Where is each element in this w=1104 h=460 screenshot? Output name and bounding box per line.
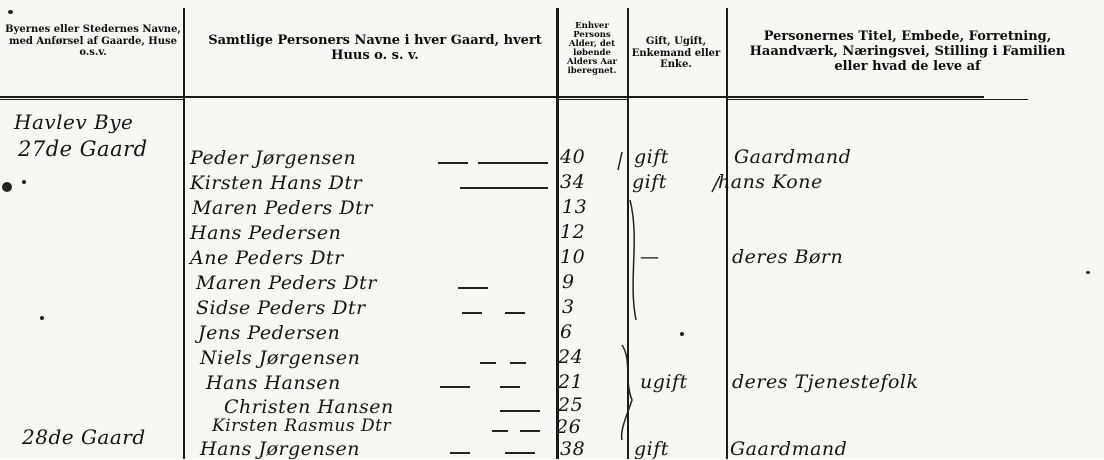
person-name: Hans Pedersen [190, 222, 342, 244]
filler-dash [438, 162, 468, 164]
person-age: 3 [562, 296, 575, 318]
filler-dash [520, 430, 540, 432]
ink-speck [1086, 271, 1090, 274]
ink-speck [8, 10, 13, 14]
marital-status: ugift [640, 371, 688, 393]
ink-speck [680, 332, 684, 336]
person-age: 40 [560, 146, 586, 168]
ink-speck [40, 316, 44, 320]
occupation: Gaardmand [730, 438, 848, 460]
person-name: Hans Jørgensen [200, 438, 360, 460]
filler-dash [510, 362, 526, 364]
person-name: Sidse Peders Dtr [196, 297, 366, 319]
column-rule [726, 8, 728, 459]
marital-status: gift [634, 438, 669, 460]
header-age-column: Enhver Persons Alder, det løbende Alders Aar iberegnet. [567, 21, 617, 76]
person-name: Maren Peders Dtr [192, 197, 373, 219]
person-age: 38 [560, 438, 586, 460]
occupation: Gaardmand [734, 146, 852, 168]
person-name: Ane Peders Dtr [190, 247, 344, 269]
filler-dash [500, 386, 520, 388]
header-bottom-rule [0, 96, 984, 98]
header-marital-column: Gift, Ugift, Enkemand eller Enke. [631, 36, 721, 70]
ink-speck [2, 182, 12, 192]
occupation: hans Kone [718, 171, 823, 193]
occupation: deres Tjenestefolk [732, 371, 919, 393]
person-age: 21 [558, 371, 584, 393]
person-name: Kirsten Rasmus Dtr [212, 416, 392, 436]
marital-status: — [640, 246, 660, 268]
filler-dash [440, 386, 470, 388]
ink-speck [22, 180, 26, 184]
header-place-column: Byernes eller Stedernes Navne, med Anførsel af Gaarde, Huse o.s.v. [5, 24, 181, 58]
filler-dash [505, 452, 535, 454]
person-age: 13 [562, 196, 588, 218]
person-age: 12 [560, 221, 586, 243]
filler-dash [492, 430, 508, 432]
filler-dash [500, 410, 540, 412]
filler-dash [450, 452, 470, 454]
person-name: Maren Peders Dtr [196, 272, 377, 294]
person-age: 34 [560, 171, 586, 193]
person-name: Hans Hansen [206, 372, 341, 394]
filler-dash [505, 312, 525, 314]
person-age: 24 [558, 346, 584, 368]
farm-number: 28de Gaard [22, 425, 146, 449]
person-name: Kirsten Hans Dtr [190, 172, 363, 194]
header-names-column: Samtlige Personers Navne i hver Gaard, hvert Huus o. s. v. [208, 33, 542, 63]
header-occupation-column: Personernes Titel, Embede, Forretning, Haandværk, Næringsvei, Stilling i Familien eller hvad de leve af [749, 29, 1066, 74]
header-bottom-rule [728, 99, 1028, 100]
person-age: 9 [562, 271, 575, 293]
filler-dash [462, 312, 482, 314]
person-age: 10 [560, 246, 586, 268]
column-rule [183, 8, 185, 459]
header-bottom-rule [0, 99, 183, 100]
village-name: Havlev Bye [14, 110, 134, 134]
filler-dash [478, 162, 548, 164]
person-name: Christen Hansen [224, 396, 394, 418]
marital-status: gift [634, 146, 669, 168]
person-name: Niels Jørgensen [200, 347, 361, 369]
column-rule [627, 8, 629, 459]
farm-number: 27de Gaard [18, 137, 148, 161]
person-age: 26 [556, 416, 582, 438]
person-name: Peder Jørgensen [190, 147, 357, 169]
person-age: 25 [558, 394, 584, 416]
person-age: 6 [560, 321, 573, 343]
person-name: Jens Pedersen [198, 322, 341, 344]
header-bottom-rule [558, 99, 628, 100]
filler-dash [480, 362, 496, 364]
occupation: deres Børn [732, 246, 844, 268]
filler-dash [458, 287, 488, 289]
marital-status: gift [632, 171, 667, 193]
filler-dash [460, 187, 548, 189]
